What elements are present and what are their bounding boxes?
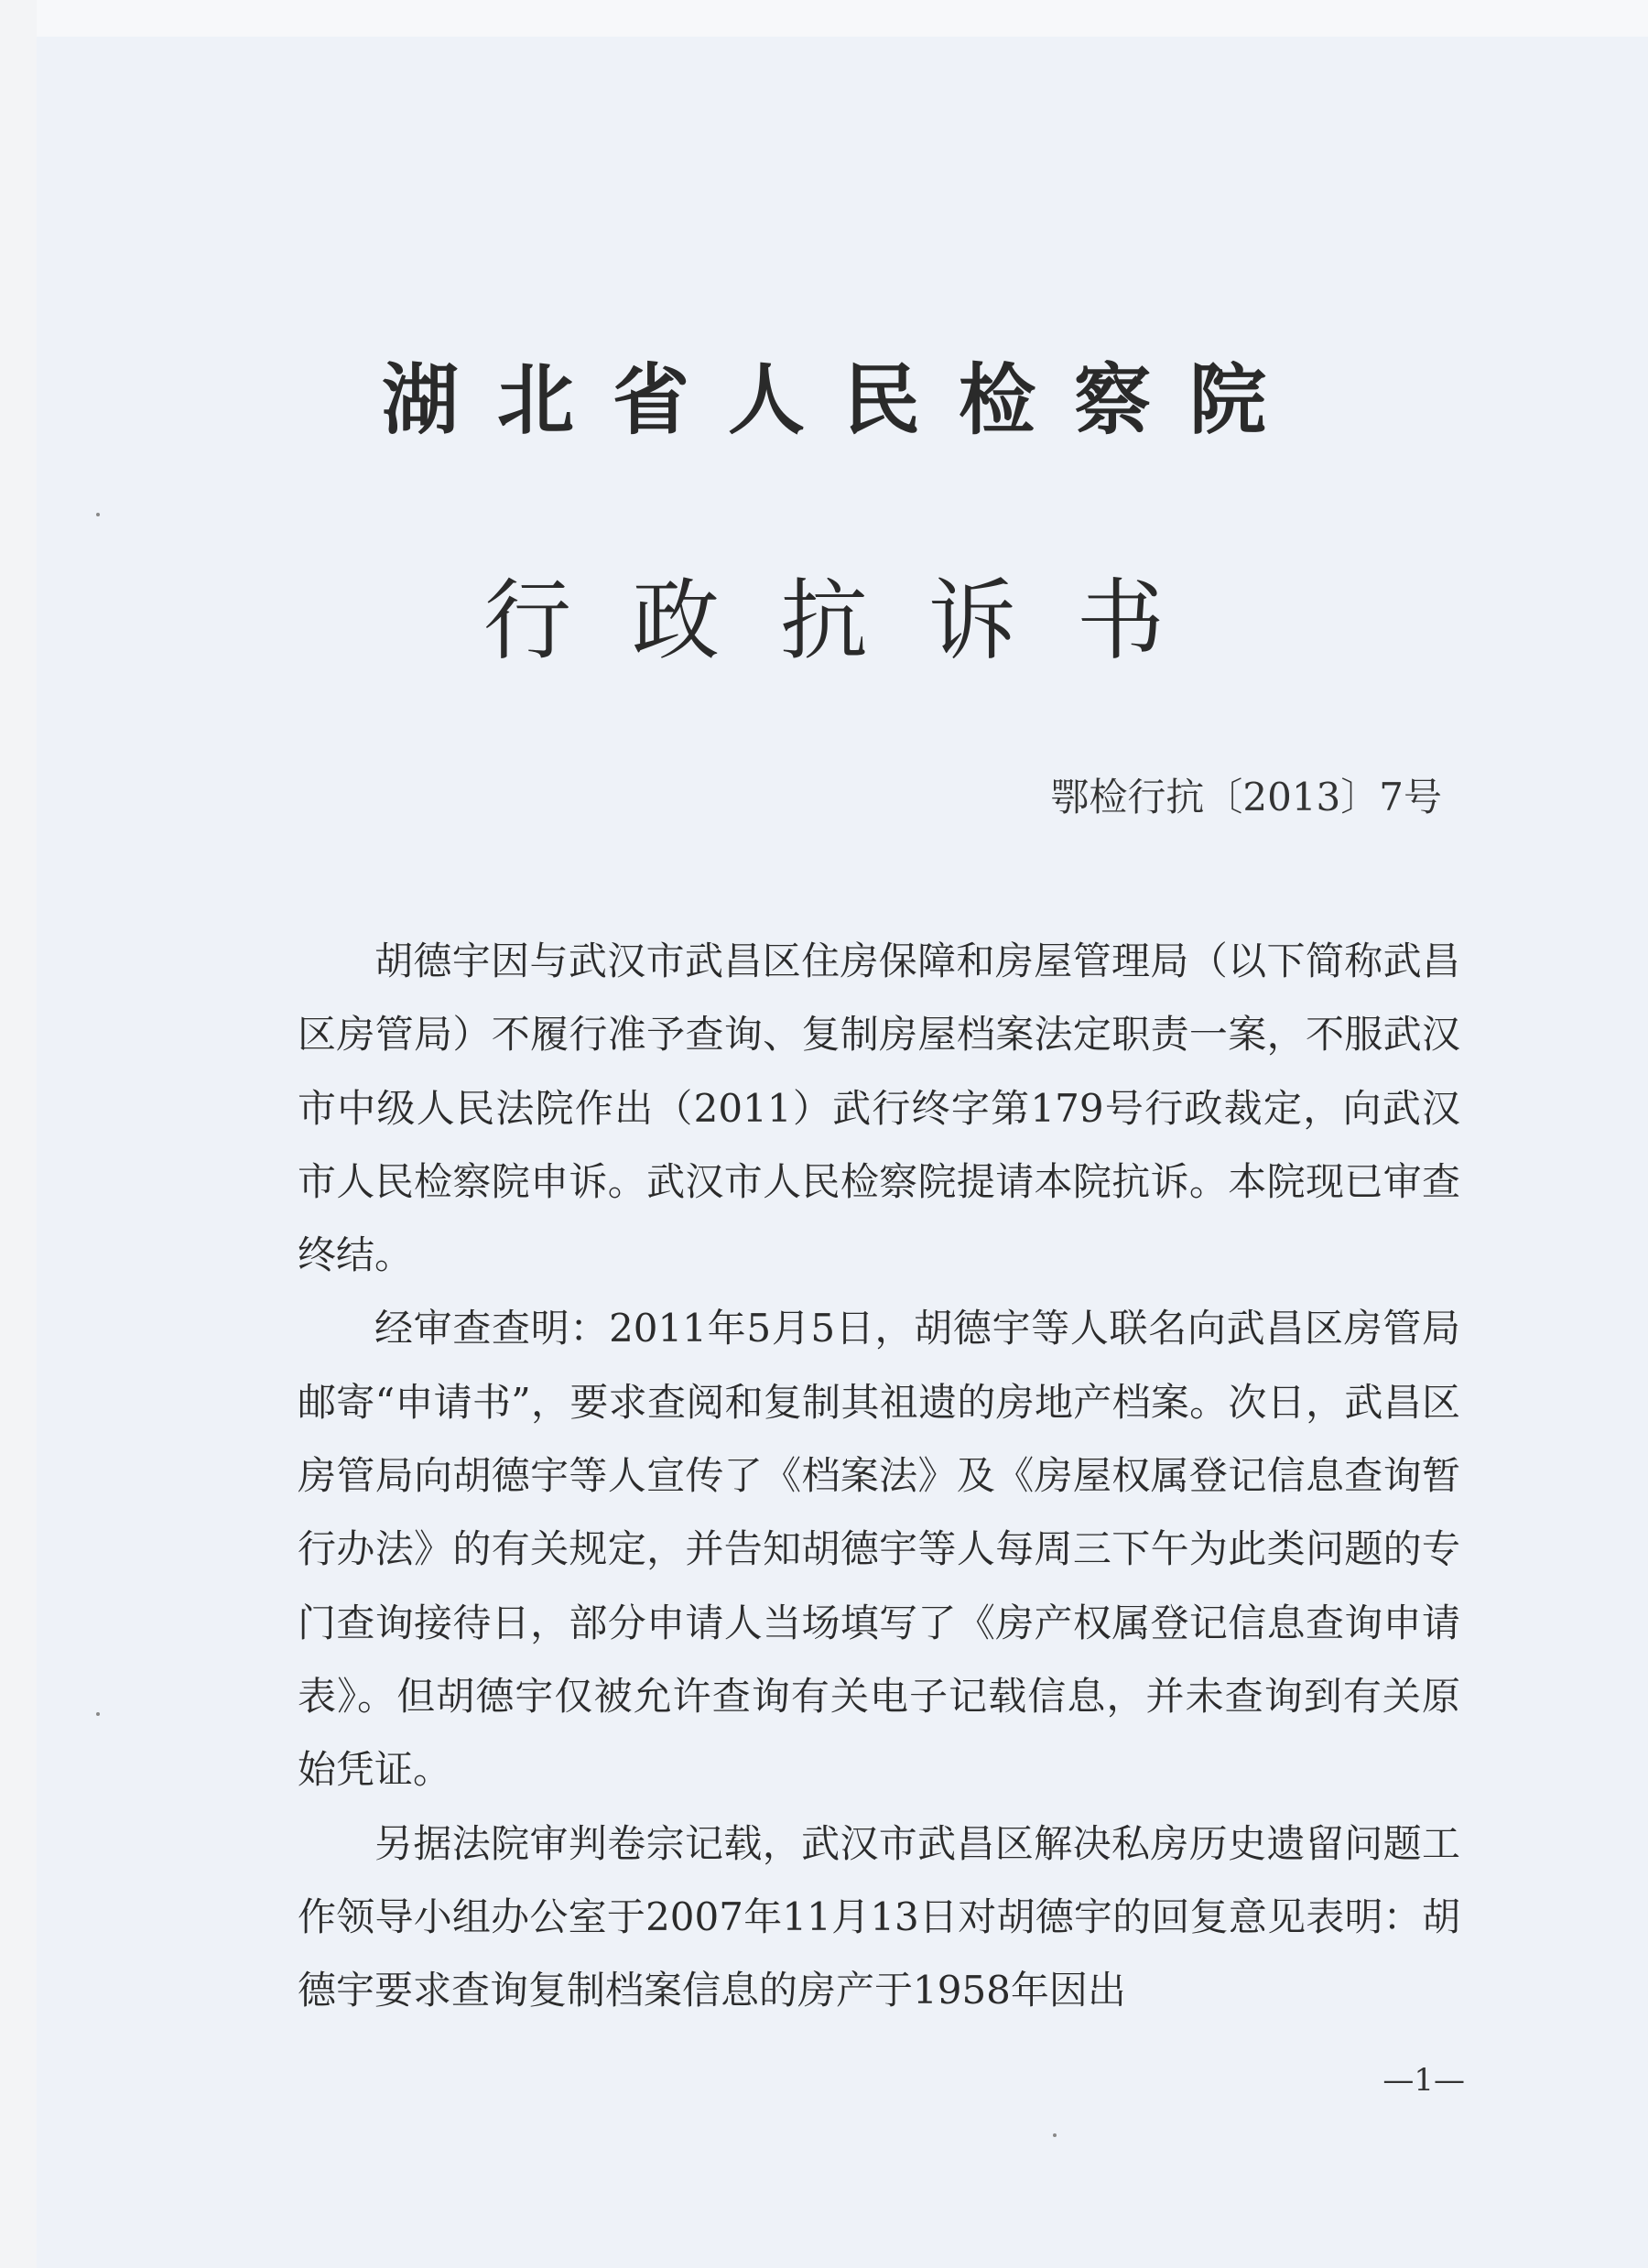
scan-speck (96, 513, 100, 516)
paragraph: 经审查查明：2011年5月5日，胡德宇等人联名向武昌区房管局邮寄“申请书”，要求查阅和复制其祖遗的房地产档案。次日，武昌区房管局向胡德宇等人宣传了《档案法》及《房屋权属登记信息查询暂行办法》的有关规定，并告知胡德宇等人每周三下午为此类问题的专门查询接待日，部分申请人当场填写了《房产权属登记信息查询申请表》。但胡德宇仅被允许查询有关电子记载信息，并未查询到有关原始凭证。 (298, 1306, 1460, 1793)
scan-margin (0, 0, 37, 2268)
scan-top-margin (37, 0, 1648, 37)
doc-number: 鄂检行抗〔2013〕7号 (1050, 775, 1442, 819)
page-number: —1— (1382, 2062, 1465, 2099)
paragraph: 胡德宇因与武汉市武昌区住房保障和房屋管理局（以下简称武昌区房管局）不履行准予查询、复制房屋档案法定职责一案，不服武汉市中级人民法院作出（2011）武行终字第179号行政裁定，向武汉市人民检察院申诉。武汉市人民检察院提请本院抗诉。本院现已审查终结。 (298, 939, 1460, 1278)
document-body (298, 925, 1460, 2027)
paragraph: 另据法院审判卷宗记载，武汉市武昌区解决私房历史遗留问题工作领导小组办公室于2007年11月13日对胡德宇的回复意见表明：胡德宇要求查询复制档案信息的房产于1958年因出 (298, 1820, 1460, 2013)
scan-speck (96, 1712, 100, 1716)
scan-speck (1053, 2133, 1057, 2137)
doc-type-title: 行政抗诉书 (483, 570, 1225, 672)
org-title: 湖北省人民检察院 (381, 355, 1305, 445)
